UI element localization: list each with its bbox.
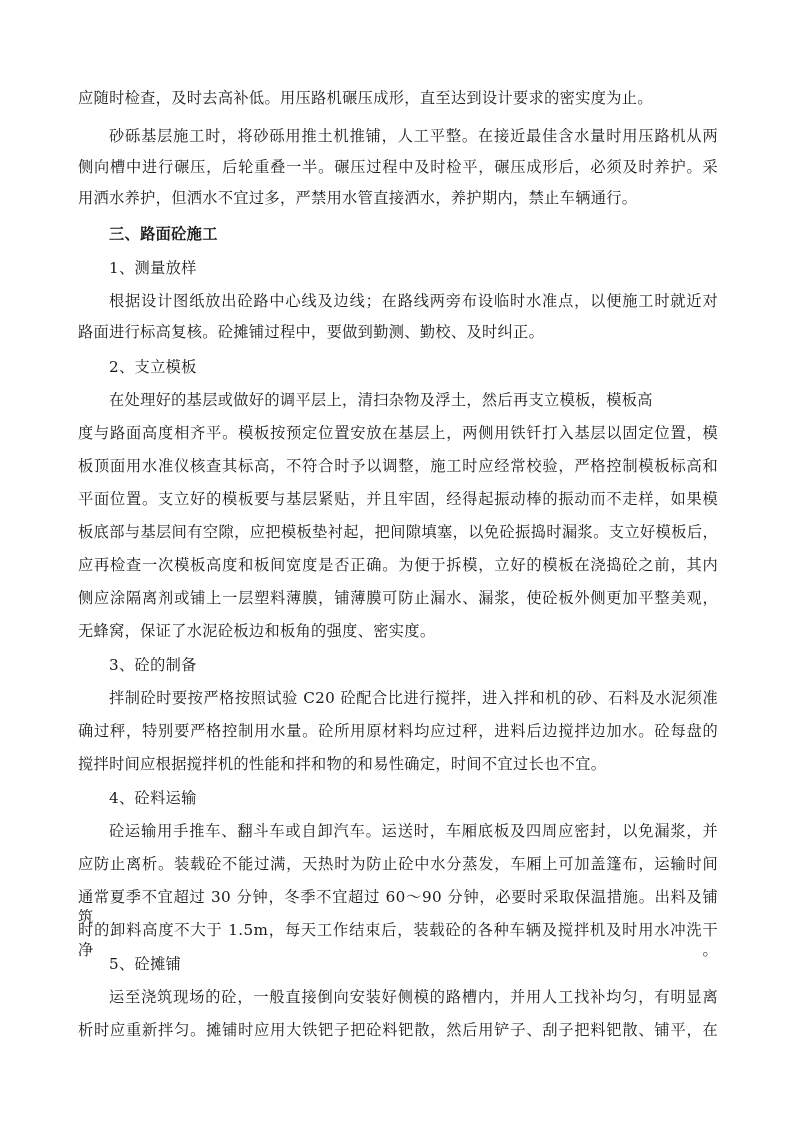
paragraph-line: 通常夏季不宜超过 30 分钟，冬季不宜超过 60～90 分钟，必要时采取保温措施。出料及铺筑 <box>78 888 718 926</box>
paragraph-line: 用洒水养护，但洒水不宜过多，严禁用水管直接洒水，养护期内，禁止车辆通行。 <box>78 189 638 207</box>
paragraph-line: 侧向槽中进行碾压，后轮重叠一半。碾压过程中及时检平，碾压成形后，必须及时养护。采 <box>78 158 718 176</box>
paragraph-line: 无蜂窝，保证了水泥砼板边和板角的强度、密实度。 <box>78 622 436 640</box>
paragraph-line: 应再检查一次模板高度和板间宽度是否正确。为便于拆模，立好的模板在浇捣砼之前，其内 <box>78 556 718 574</box>
paragraph-line: 砂砾基层施工时，将砂砾用推土机推铺，人工平整。在接近最佳含水量时用压路机从两 <box>109 127 718 145</box>
paragraph-line: 平面位置。支立好的模板要与基层紧贴，并且牢固，经得起振动棒的振动而不走样，如果模 <box>78 490 718 508</box>
subsection-heading: 5、砼摊铺 <box>109 955 182 973</box>
paragraph-line: 搅拌时间应根据搅拌机的性能和拌和物的和易性确定，时间不宜过长也不宜。 <box>78 755 607 773</box>
paragraph-line: 根据设计图纸放出砼路中心线及边线；在路线两旁布设临时水准点，以便施工时就近对 <box>109 292 718 310</box>
paragraph-line: 侧应涂隔离剂或铺上一层塑料薄膜，铺薄膜可防止漏水、漏浆，使砼板外侧更加平整美观， <box>78 589 718 607</box>
section-heading: 三、路面砼施工 <box>109 225 218 243</box>
paragraph-line: 时的卸料高度不大于 1.5m，每天工作结束后，装载砼的各种车辆及搅拌机及时用水冲洗干净。 <box>78 921 718 959</box>
paragraph-line: 运至浇筑现场的砼，一般直接倒向安装好侧模的路槽内，并用人工找补均匀，有明显离 <box>109 988 718 1006</box>
paragraph-line: 在处理好的基层或做好的调平层上，清扫杂物及浮土，然后再支立模板，模板高 <box>109 391 653 409</box>
subsection-heading: 4、砼料运输 <box>109 789 197 807</box>
subsection-heading: 3、砼的制备 <box>109 656 197 674</box>
paragraph-line: 板顶面用水准仪核查其标高，不符合时予以调整，施工时应经常校验，严格控制模板标高和 <box>78 457 718 475</box>
subsection-heading: 1、测量放样 <box>109 259 197 277</box>
paragraph-line: 确过秤，特别要严格控制用水量。砼所用原材料均应过秤，进料后边搅拌边加水。砼每盘的 <box>78 722 718 740</box>
paragraph-line: 度与路面高度相齐平。模板按预定位置安放在基层上，两侧用铁钎打入基层以固定位置，模 <box>78 424 718 442</box>
paragraph-line: 板底部与基层间有空隙，应把模板垫衬起，把间隙填塞，以免砼振捣时漏浆。支立好模板后， <box>78 523 718 541</box>
paragraph-line: 应随时检查，及时去高补低。用压路机碾压成形，直至达到设计要求的密实度为止。 <box>78 89 653 107</box>
paragraph-line: 析时应重新拌匀。摊铺时应用大铁钯子把砼料钯散，然后用铲子、刮子把料钯散、铺平，在 <box>78 1021 718 1039</box>
paragraph-line: 砼运输用手推车、翻斗车或自卸汽车。运送时，车厢底板及四周应密封，以免漏浆，并 <box>109 822 718 840</box>
paragraph-line: 应防止离析。装载砼不能过满，天热时为防止砼中水分蒸发，车厢上可加盖篷布，运输时间 <box>78 855 718 873</box>
paragraph-line: 拌制砼时要按严格按照试验 C20 砼配合比进行搅拌，进入拌和机的砂、石料及水泥须准 <box>109 689 718 707</box>
subsection-heading: 2、支立模板 <box>109 358 197 376</box>
paragraph-line: 路面进行标高复核。砼摊铺过程中，要做到勤测、勤校、及时纠正。 <box>78 323 545 341</box>
